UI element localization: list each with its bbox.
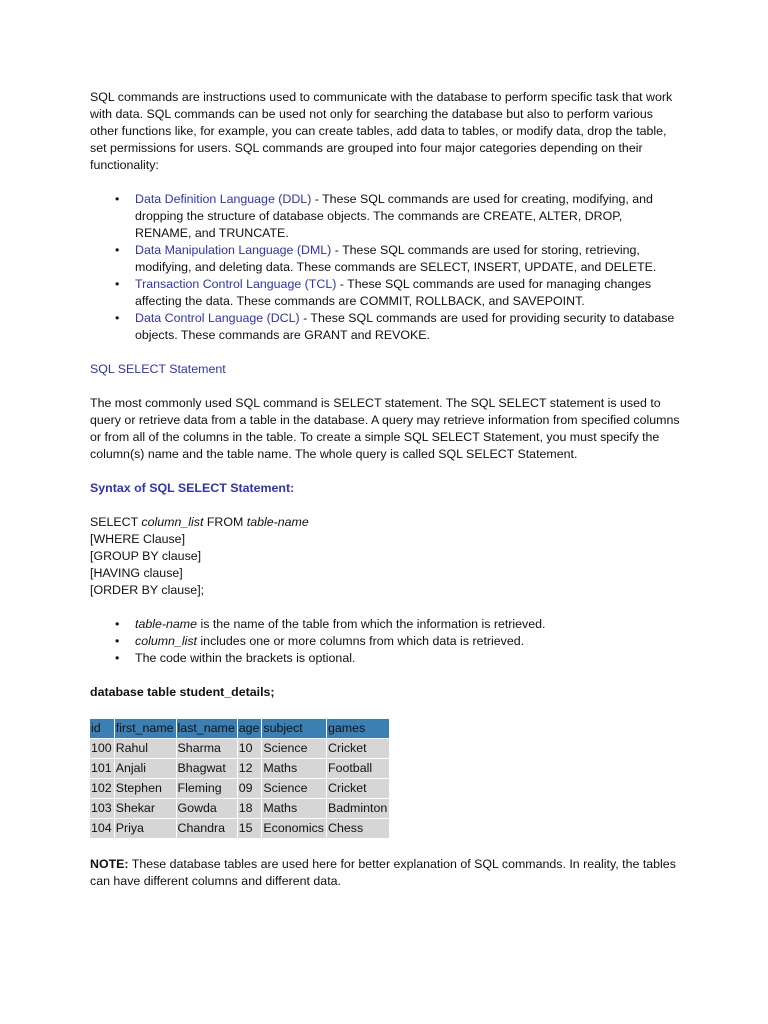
category-link[interactable]: Data Control Language (DCL) <box>135 311 300 325</box>
category-description: - These SQL commands are used for managing changes affecting the data. These commands are COMMIT, ROLLBACK, and SAVEPOINT. <box>135 277 652 308</box>
cell-last-name: Chandra <box>177 819 237 838</box>
column-header-id: id <box>90 719 114 738</box>
cell-last-name: Gowda <box>177 799 237 818</box>
column-header-last-name: last_name <box>177 719 237 738</box>
syntax-table-name: table-name <box>246 515 309 529</box>
table-row <box>90 759 389 778</box>
syntax-line-select <box>90 514 680 531</box>
cell-last-name: Bhagwat <box>177 759 237 778</box>
bullet-icon: • <box>115 277 120 291</box>
list-item <box>90 276 680 310</box>
syntax-block <box>90 514 680 599</box>
category-link[interactable]: Transaction Control Language (TCL) <box>135 277 337 291</box>
cell-games: Badminton <box>327 799 389 818</box>
syntax-line-group-by: [GROUP BY clause] <box>90 549 202 563</box>
cell-subject: Maths <box>262 799 326 818</box>
bullet-icon: • <box>115 243 120 257</box>
cell-last-name: Sharma <box>177 739 237 758</box>
cell-subject: Science <box>262 739 326 758</box>
cell-first-name: Shekar <box>115 799 176 818</box>
syntax-line-order-by: [ORDER BY clause]; <box>90 583 205 597</box>
category-description: - These SQL commands are used for storing, retrieving, modifying, and deleting data. These commands are SELECT, INSERT, UPDATE, and DELETE. <box>135 243 657 274</box>
cell-id: 104 <box>90 819 114 838</box>
bullet-icon: • <box>115 617 120 631</box>
select-statement-heading: SQL SELECT Statement <box>90 362 226 376</box>
syntax-line-where: [WHERE Clause] <box>90 532 186 546</box>
cell-age: 10 <box>238 739 262 758</box>
syntax-notes-list <box>90 616 680 667</box>
table-row <box>90 799 389 818</box>
cell-last-name: Fleming <box>177 779 237 798</box>
cell-first-name: Priya <box>115 819 176 838</box>
note-paragraph <box>90 856 680 890</box>
cell-subject: Science <box>262 779 326 798</box>
select-statement-paragraph: The most commonly used SQL command is SELECT statement. The SQL SELECT statement is used to query or retrieve data from a table in the database. A query may retrieve information from specified columns or from all of the columns in the table. To create a simple SQL SELECT Statement, you must specify the column(s) name and the table name. The whole query is called SQL SELECT Statement. <box>90 396 680 461</box>
note-label: NOTE: <box>90 857 129 871</box>
note-text: includes one or more columns from which data is retrieved. <box>196 634 525 648</box>
category-link[interactable]: Data Definition Language (DDL) <box>135 192 312 206</box>
column-header-age: age <box>238 719 262 738</box>
cell-games: Chess <box>327 819 389 838</box>
list-item <box>90 633 680 650</box>
category-list <box>90 191 680 344</box>
cell-first-name: Rahul <box>115 739 176 758</box>
cell-age: 12 <box>238 759 262 778</box>
cell-games: Cricket <box>327 739 389 758</box>
table-header-row <box>90 719 389 738</box>
list-item <box>90 310 680 344</box>
list-item <box>90 191 680 242</box>
note-term: table-name <box>135 617 197 631</box>
list-item <box>90 616 680 633</box>
cell-id: 100 <box>90 739 114 758</box>
column-header-games: games <box>327 719 389 738</box>
note-body: These database tables are used here for better explanation of SQL commands. In reality, the tables can have different columns and different data. <box>90 857 676 888</box>
cell-id: 103 <box>90 799 114 818</box>
syntax-keyword-from: FROM <box>203 515 247 529</box>
bullet-icon: • <box>115 311 120 325</box>
cell-games: Cricket <box>327 779 389 798</box>
category-description: - These SQL commands are used for creating, modifying, and dropping the structure of database objects. The commands are CREATE, ALTER, DROP, RENAME, and TRUNCATE. <box>135 192 653 240</box>
bullet-icon: • <box>115 192 120 206</box>
cell-age: 18 <box>238 799 262 818</box>
column-header-first-name: first_name <box>115 719 176 738</box>
table-row <box>90 819 389 838</box>
syntax-column-list: column_list <box>141 515 204 529</box>
cell-id: 102 <box>90 779 114 798</box>
table-caption: database table student_details; <box>90 685 275 699</box>
cell-age: 09 <box>238 779 262 798</box>
document-content <box>90 89 680 890</box>
cell-subject: Economics <box>262 819 326 838</box>
syntax-keyword-select: SELECT <box>90 515 142 529</box>
bullet-icon: • <box>115 651 120 665</box>
cell-games: Football <box>327 759 389 778</box>
cell-first-name: Stephen <box>115 779 176 798</box>
bullet-icon: • <box>115 634 120 648</box>
table-row <box>90 739 389 758</box>
note-text: The code within the brackets is optional. <box>135 651 356 665</box>
table-row <box>90 779 389 798</box>
syntax-heading: Syntax of SQL SELECT Statement: <box>90 481 295 495</box>
note-text: is the name of the table from which the information is retrieved. <box>197 617 546 631</box>
student-details-table <box>89 718 390 839</box>
category-link[interactable]: Data Manipulation Language (DML) <box>135 243 332 257</box>
cell-age: 15 <box>238 819 262 838</box>
cell-first-name: Anjali <box>115 759 176 778</box>
list-item <box>90 242 680 276</box>
column-header-subject: subject <box>262 719 326 738</box>
syntax-line-having: [HAVING clause] <box>90 566 183 580</box>
list-item <box>90 650 680 667</box>
category-description: - These SQL commands are used for providing security to database objects. These commands are GRANT and REVOKE. <box>135 311 675 342</box>
cell-id: 101 <box>90 759 114 778</box>
note-term: column_list <box>135 634 197 648</box>
intro-paragraph: SQL commands are instructions used to communicate with the database to perform specific task that work with data. SQL commands can be used not only for searching the database but also to perform various other functions like, for example, you can create tables, add data to tables, or modify data, drop the table, set permissions for users. SQL commands are grouped into four major categories depending on their functionality: <box>90 90 673 172</box>
cell-subject: Maths <box>262 759 326 778</box>
